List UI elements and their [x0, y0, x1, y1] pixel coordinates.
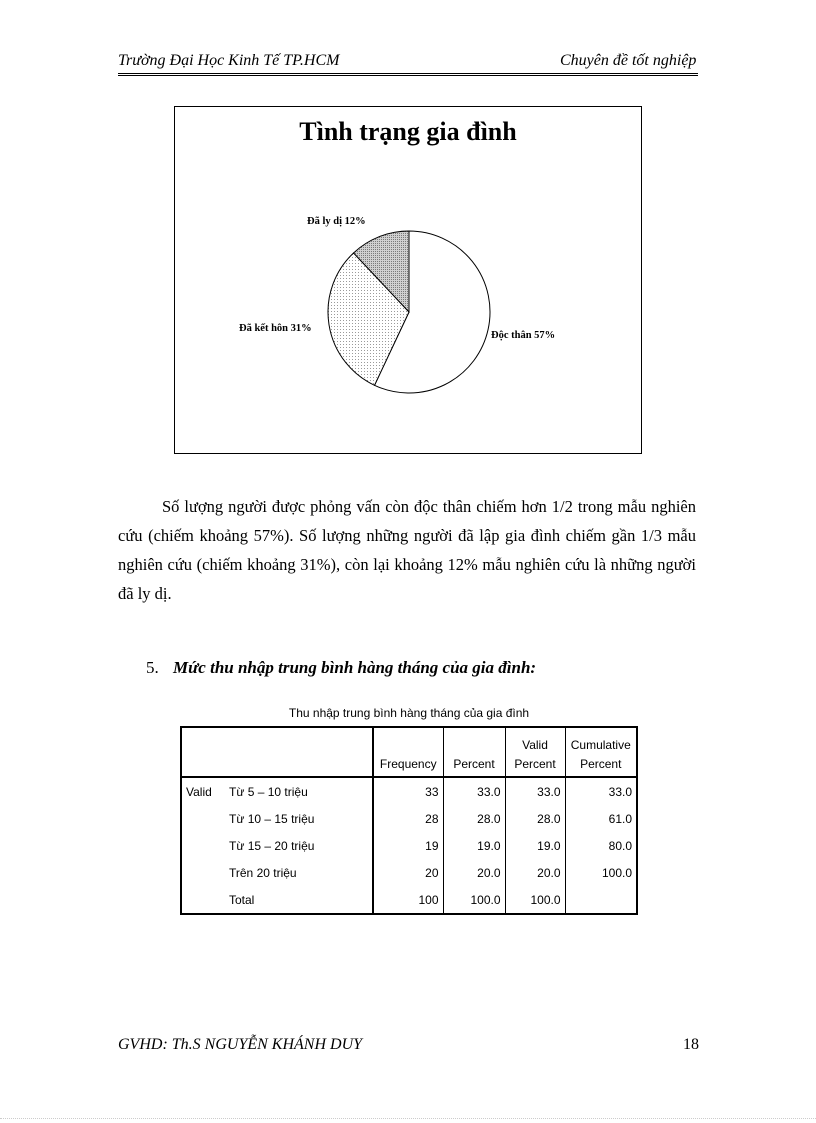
slice-label: Độc thân 57% [491, 330, 556, 341]
cell-valid-percent: 100.0 [505, 886, 565, 914]
header-valid-percent: Percent [505, 752, 565, 777]
table-row [181, 777, 637, 805]
footer-rule [0, 1118, 816, 1119]
frequency-table [180, 726, 638, 915]
cell-frequency: 19 [373, 832, 443, 859]
row-label: Trên 20 triệu [229, 865, 297, 880]
table-row [181, 832, 637, 859]
cell-percent: 20.0 [443, 859, 505, 886]
slice-label: Đã kết hôn 31% [239, 323, 312, 334]
row-label: Từ 10 – 15 triệu [229, 811, 315, 826]
header-cumulative-percent: Percent [565, 752, 637, 777]
header-school: Trường Đại Học Kinh Tế TP.HCM [118, 52, 340, 69]
header-top-valid: Valid [505, 727, 565, 752]
cell-frequency: 100 [373, 886, 443, 914]
pie-chart-canvas [175, 107, 641, 453]
header-top-frequency [373, 727, 443, 752]
cell-cumulative: 100.0 [565, 859, 637, 886]
cell-percent: 28.0 [443, 805, 505, 832]
row-label: Từ 5 – 10 triệu [229, 784, 308, 799]
cell-cumulative [565, 886, 637, 914]
section-heading [146, 658, 536, 678]
section-title: Mức thu nhập trung bình hàng tháng của gia đình: [173, 658, 537, 677]
body-paragraph: Số lượng người được phỏng vấn còn độc thân chiếm hơn 1/2 trong mẫu nghiên cứu (chiếm khoảng 57%). Số lượng những người đã lập gia đình chiếm gần 1/3 mẫu nghiên cứu (chiếm khoảng 31%), còn lại khoảng 12% mẫu nghiên cứu là những người đã ly dị. [118, 497, 696, 603]
cell-valid-percent: 20.0 [505, 859, 565, 886]
table-row [181, 859, 637, 886]
row-label: Từ 15 – 20 triệu [229, 838, 315, 853]
slice-label: Đã ly dị 12% [307, 216, 366, 227]
cell-percent: 33.0 [443, 777, 505, 805]
cell-valid-percent: 33.0 [505, 777, 565, 805]
cell-cumulative: 61.0 [565, 805, 637, 832]
header-rule [118, 73, 698, 76]
header-top-cumulative: Cumulative [565, 727, 637, 752]
cell-cumulative: 33.0 [565, 777, 637, 805]
table-row [181, 805, 637, 832]
cell-frequency: 20 [373, 859, 443, 886]
header-top-percent [443, 727, 505, 752]
chart-title: Tình trạng gia đình [299, 117, 517, 146]
page-number: 18 [683, 1036, 699, 1053]
cell-cumulative: 80.0 [565, 832, 637, 859]
header-corner [181, 727, 373, 777]
cell-valid-percent: 19.0 [505, 832, 565, 859]
pie-chart [174, 106, 642, 454]
cell-percent: 100.0 [443, 886, 505, 914]
group-label: Valid [186, 784, 212, 799]
header-frequency: Frequency [373, 752, 443, 777]
header-doc-type: Chuyên đề tốt nghiệp [560, 52, 697, 69]
section-number: 5. [146, 658, 159, 677]
cell-percent: 19.0 [443, 832, 505, 859]
cell-valid-percent: 28.0 [505, 805, 565, 832]
header-percent: Percent [443, 752, 505, 777]
row-label: Total [229, 892, 255, 907]
footer-advisor: GVHD: Th.S NGUYỄN KHÁNH DUY [118, 1036, 363, 1053]
cell-frequency: 33 [373, 777, 443, 805]
table-caption: Thu nhập trung bình hàng tháng của gia đình [288, 706, 530, 720]
table-row [181, 886, 637, 914]
cell-frequency: 28 [373, 805, 443, 832]
